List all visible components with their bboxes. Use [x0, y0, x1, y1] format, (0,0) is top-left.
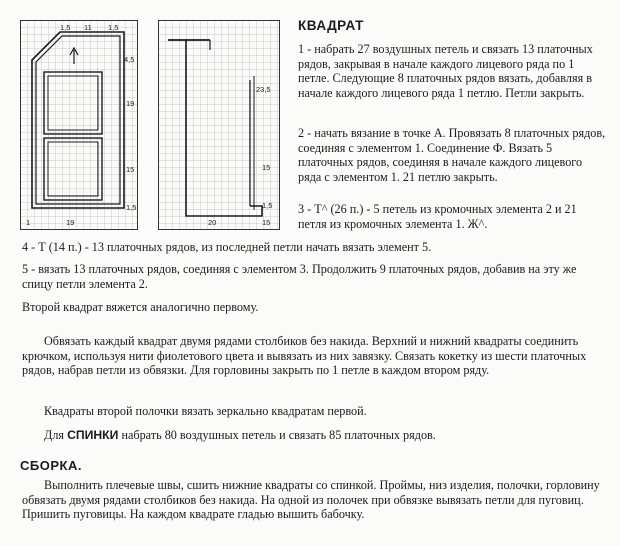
chart-back-svg: [158, 20, 280, 230]
step-2-text: 2 - начать вязание в точке А. Провязать 8 платочных рядов, соединяя с элементом 1. Соединение Ф. Вязать 5 платочных рядов, соединяя в начале каждого лицевого ряда с элементом 1. 21 петлю закрыть.: [298, 126, 606, 184]
step-5-text: 5 - вязать 13 платочных рядов, соединяя с элементом 3. Продолжить 9 платочных рядов, добавив на эту же спицу петли элемента 2.: [22, 262, 577, 291]
section-heading-square: КВАДРАТ: [298, 18, 364, 33]
dim-label: 15: [262, 163, 271, 172]
back-instructions: [44, 428, 620, 443]
dim-label: 23,5: [256, 85, 271, 94]
section-heading-assembly: СБОРКА.: [20, 458, 82, 473]
dim-label: 1,5: [126, 203, 137, 212]
step-3-text: 3 - Т^ (26 п.) - 5 петель из кромочных элемента 2 и 21 петля из кромочных элемента 1. Ж^.: [298, 202, 577, 231]
dim-label: 20: [208, 218, 217, 227]
edging-paragraph: Обвязать каждый квадрат двумя рядами столбиков без накида. Верхний и нижний квадраты соединить крючком, используя нити фиолетового цвета и вывязать из них завязку. Связать кокетку из шести платочных рядов, набрав петли из обвязки. Для горловины закрыть по 1 петле в каждом втором ряду.: [22, 334, 587, 378]
dim-label: 15: [262, 218, 271, 227]
back-keyword: СПИНКИ: [67, 428, 119, 442]
dim-label: 1: [26, 218, 31, 227]
dim-label: 1,5: [60, 23, 71, 32]
dim-label: 19: [66, 218, 75, 227]
dim-label: 11: [84, 23, 92, 32]
assembly-paragraph: Выполнить плечевые швы, сшить нижние квадраты со спинкой. Проймы, низ изделия, полочки, горловину обвязать двумя рядами столбиков без накида. На одной из полочек при обвязке вывязать петли для пуговиц. Пришить пуговицы. На каждом квадрате гладью вышить бабочку.: [22, 478, 600, 522]
dim-label: 1,5: [262, 201, 273, 210]
step-4-text: 4 - Т (14 п.) - 13 платочных рядов, из последней петли начать вязать элемент 5.: [22, 240, 432, 254]
chart-front-svg: [20, 20, 138, 230]
back-suffix: набрать 80 воздушных петель и связать 85 платочных рядов.: [118, 428, 436, 442]
back-prefix: Для: [44, 428, 68, 442]
dim-label: 15: [126, 165, 135, 174]
mirror-note: Квадраты второй полочки вязать зеркально квадратам первой.: [44, 404, 367, 418]
dim-label: 19: [126, 99, 135, 108]
dim-label: 1,5: [108, 23, 119, 32]
knitting-chart-front: [20, 20, 138, 230]
step-1-text: 1 - набрать 27 воздушных петель и связать 13 платочных рядов, закрывая в начале каждого лицевого ряда по 1 петле. Следующие 8 платочных рядов вязать, добавляя в начале каждого лицевого ряда 1 петлю. Петли закрыть.: [298, 42, 593, 100]
dim-label: 4,5: [124, 55, 135, 64]
second-square-note: Второй квадрат вяжется аналогично первому.: [22, 300, 259, 314]
knitting-chart-back: [158, 20, 280, 230]
